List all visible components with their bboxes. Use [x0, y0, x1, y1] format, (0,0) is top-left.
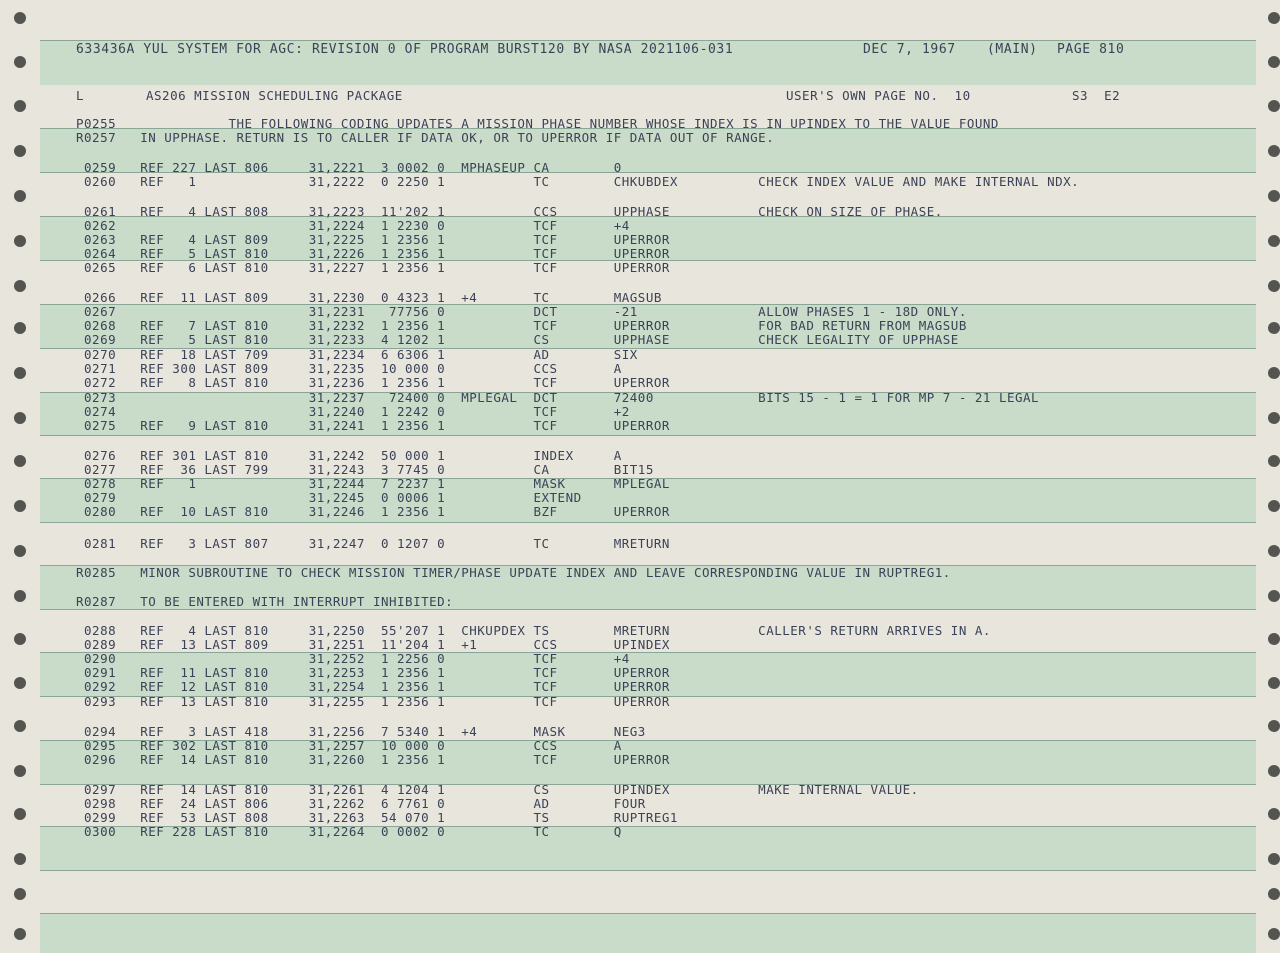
listing-line: 0266 REF 11 LAST 809 31,2230 0 4323 1 +4 TC MAGSUB — [76, 290, 662, 305]
sprocket-hole — [14, 280, 26, 292]
listing-line: 0300 REF 228 LAST 810 31,2264 0 0002 0 TC Q — [76, 824, 622, 839]
sprocket-hole — [1268, 633, 1280, 645]
sprocket-hole — [14, 100, 26, 112]
sprocket-hole — [14, 500, 26, 512]
listing-line: 0291 REF 11 LAST 810 31,2253 1 2356 1 TCF UPERROR — [76, 665, 670, 680]
listing-main: (MAIN) — [987, 42, 1038, 57]
listing-line: 0277 REF 36 LAST 799 31,2243 3 7745 0 CA BIT15 — [76, 462, 654, 477]
sprocket-hole — [1268, 235, 1280, 247]
listing-line: 0265 REF 6 LAST 810 31,2227 1 2356 1 TCF UPERROR — [76, 260, 670, 275]
listing-line: 0278 REF 1 31,2244 7 2237 1 MASK MPLEGAL — [76, 476, 670, 491]
listing-line: P0255 THE FOLLOWING CODING UPDATES A MISSION PHASE NUMBER WHOSE INDEX IS IN UPINDEX TO THE VALUE FOUND — [76, 116, 999, 131]
listing-line: 0290 31,2252 1 2256 0 TCF +4 — [76, 651, 630, 666]
sprocket-hole — [1268, 280, 1280, 292]
users-own-page: USER'S OWN PAGE NO. 10 — [786, 88, 971, 103]
paper-rule — [40, 522, 1256, 523]
listing-line: 0296 REF 14 LAST 810 31,2260 1 2356 1 TCF UPERROR — [76, 752, 670, 767]
sprocket-hole — [1268, 677, 1280, 689]
sheet-tag: S3 E2 — [1072, 88, 1121, 103]
sprocket-hole — [14, 808, 26, 820]
sprocket-hole — [1268, 888, 1280, 900]
listing-line: 0262 31,2224 1 2230 0 TCF +4 — [76, 218, 630, 233]
listing-line: 0276 REF 301 LAST 810 31,2242 50 000 1 INDEX A — [76, 448, 622, 463]
listing-date: DEC 7, 1967 — [863, 42, 956, 57]
listing-line: 0281 REF 3 LAST 807 31,2247 0 1207 0 TC MRETURN — [76, 536, 670, 551]
sprocket-hole — [1268, 765, 1280, 777]
listing-code: L — [76, 88, 85, 103]
listing-line: 0298 REF 24 LAST 806 31,2262 6 7761 0 AD FOUR — [76, 796, 646, 811]
paper-rule — [40, 609, 1256, 610]
sprocket-hole — [14, 56, 26, 68]
sprocket-hole — [14, 235, 26, 247]
listing-line: 0271 REF 300 LAST 809 31,2235 10 000 0 CCS A — [76, 361, 622, 376]
sprocket-hole — [14, 412, 26, 424]
sprocket-hole — [14, 590, 26, 602]
listing-line: R0285 MINOR SUBROUTINE TO CHECK MISSION TIMER/PHASE UPDATE INDEX AND LEAVE CORRESPONDING VALUE IN RUPTREG1. — [76, 565, 951, 580]
sprocket-hole — [1268, 455, 1280, 467]
sprocket-hole — [14, 145, 26, 157]
sprocket-hole — [14, 190, 26, 202]
listing-line: R0257 IN UPPHASE. RETURN IS TO CALLER IF DATA OK, OR TO UPERROR IF DATA OUT OF RANGE. — [76, 130, 775, 145]
sprocket-hole — [14, 928, 26, 940]
listing-line: 0260 REF 1 31,2222 0 2250 1 TC CHKUBDEX CHECK INDEX VALUE AND MAKE INTERNAL NDX. — [76, 174, 1080, 189]
sprocket-hole — [1268, 720, 1280, 732]
sprocket-hole — [1268, 12, 1280, 24]
listing-line: 0295 REF 302 LAST 810 31,2257 10 000 0 CCS A — [76, 738, 622, 753]
sprocket-hole — [14, 12, 26, 24]
listing-line: 0274 31,2240 1 2242 0 TCF +2 — [76, 404, 630, 419]
listing-line: 0289 REF 13 LAST 809 31,2251 11'204 1 +1 CCS UPINDEX — [76, 637, 670, 652]
listing-line: 0263 REF 4 LAST 809 31,2225 1 2356 1 TCF UPERROR — [76, 232, 670, 247]
listing-line: 0297 REF 14 LAST 810 31,2261 4 1204 1 CS UPINDEX MAKE INTERNAL VALUE. — [76, 782, 919, 797]
listing-line: 0269 REF 5 LAST 810 31,2233 4 1202 1 CS UPPHASE CHECK LEGALITY OF UPPHASE — [76, 332, 959, 347]
listing-line: 0272 REF 8 LAST 810 31,2236 1 2356 1 TCF UPERROR — [76, 375, 670, 390]
listing-line: 0270 REF 18 LAST 709 31,2234 6 6306 1 AD SIX — [76, 347, 638, 362]
sprocket-hole — [14, 455, 26, 467]
sprocket-hole — [14, 765, 26, 777]
sprocket-hole — [1268, 367, 1280, 379]
package-title: AS206 MISSION SCHEDULING PACKAGE — [146, 88, 403, 103]
paper-band — [40, 913, 1256, 953]
listing-line: 0264 REF 5 LAST 810 31,2226 1 2356 1 TCF UPERROR — [76, 246, 670, 261]
sprocket-hole — [1268, 590, 1280, 602]
sprocket-hole — [14, 853, 26, 865]
sprocket-hole — [14, 888, 26, 900]
sprocket-hole — [1268, 808, 1280, 820]
sprocket-hole — [14, 633, 26, 645]
listing-line: 0288 REF 4 LAST 810 31,2250 55'207 1 CHKUPDEX TS MRETURN CALLER'S RETURN ARRIVES IN A. — [76, 623, 991, 638]
sprocket-hole — [14, 720, 26, 732]
sprocket-hole — [1268, 145, 1280, 157]
sprocket-hole — [1268, 412, 1280, 424]
listing-page-number: PAGE 810 — [1057, 42, 1125, 57]
listing-line: 0299 REF 53 LAST 808 31,2263 54 070 1 TS RUPTREG1 — [76, 810, 678, 825]
sprocket-hole — [14, 367, 26, 379]
listing-line: 0268 REF 7 LAST 810 31,2232 1 2356 1 TCF UPERROR FOR BAD RETURN FROM MAGSUB — [76, 318, 967, 333]
listing-header-title: 633436A YUL SYSTEM FOR AGC: REVISION 0 OF PROGRAM BURST120 BY NASA 2021106-031 — [76, 42, 734, 57]
listing-line: 0261 REF 4 LAST 808 31,2223 11'202 1 CCS UPPHASE CHECK ON SIZE OF PHASE. — [76, 204, 943, 219]
sprocket-hole — [1268, 322, 1280, 334]
listing-line: 0280 REF 10 LAST 810 31,2246 1 2356 1 BZF UPERROR — [76, 504, 670, 519]
listing-line: 0293 REF 13 LAST 810 31,2255 1 2356 1 TCF UPERROR — [76, 694, 670, 709]
paper-rule — [40, 870, 1256, 871]
sprocket-hole — [1268, 545, 1280, 557]
sprocket-hole — [1268, 853, 1280, 865]
listing-line: 0292 REF 12 LAST 810 31,2254 1 2356 1 TCF UPERROR — [76, 679, 670, 694]
listing-line: 0294 REF 3 LAST 418 31,2256 7 5340 1 +4 MASK NEG3 — [76, 724, 646, 739]
sprocket-hole — [14, 545, 26, 557]
sprocket-hole — [1268, 928, 1280, 940]
listing-line: 0267 31,2231 77756 0 DCT -21 ALLOW PHASES 1 - 18D ONLY. — [76, 304, 967, 319]
sprocket-hole — [1268, 190, 1280, 202]
sprocket-hole — [1268, 56, 1280, 68]
paper-rule — [40, 435, 1256, 436]
sprocket-hole — [14, 322, 26, 334]
sprocket-hole — [1268, 500, 1280, 512]
listing-line: 0279 31,2245 0 0006 1 EXTEND — [76, 490, 582, 505]
listing-line: 0259 REF 227 LAST 806 31,2221 3 0002 0 MPHASEUP CA 0 — [76, 160, 622, 175]
sprocket-hole — [14, 677, 26, 689]
listing-line: 0275 REF 9 LAST 810 31,2241 1 2356 1 TCF UPERROR — [76, 418, 670, 433]
listing-line: 0273 31,2237 72400 0 MPLEGAL DCT 72400 BITS 15 - 1 = 1 FOR MP 7 - 21 LEGAL — [76, 390, 1040, 405]
listing-line: R0287 TO BE ENTERED WITH INTERRUPT INHIBITED: — [76, 594, 454, 609]
sprocket-hole — [1268, 100, 1280, 112]
